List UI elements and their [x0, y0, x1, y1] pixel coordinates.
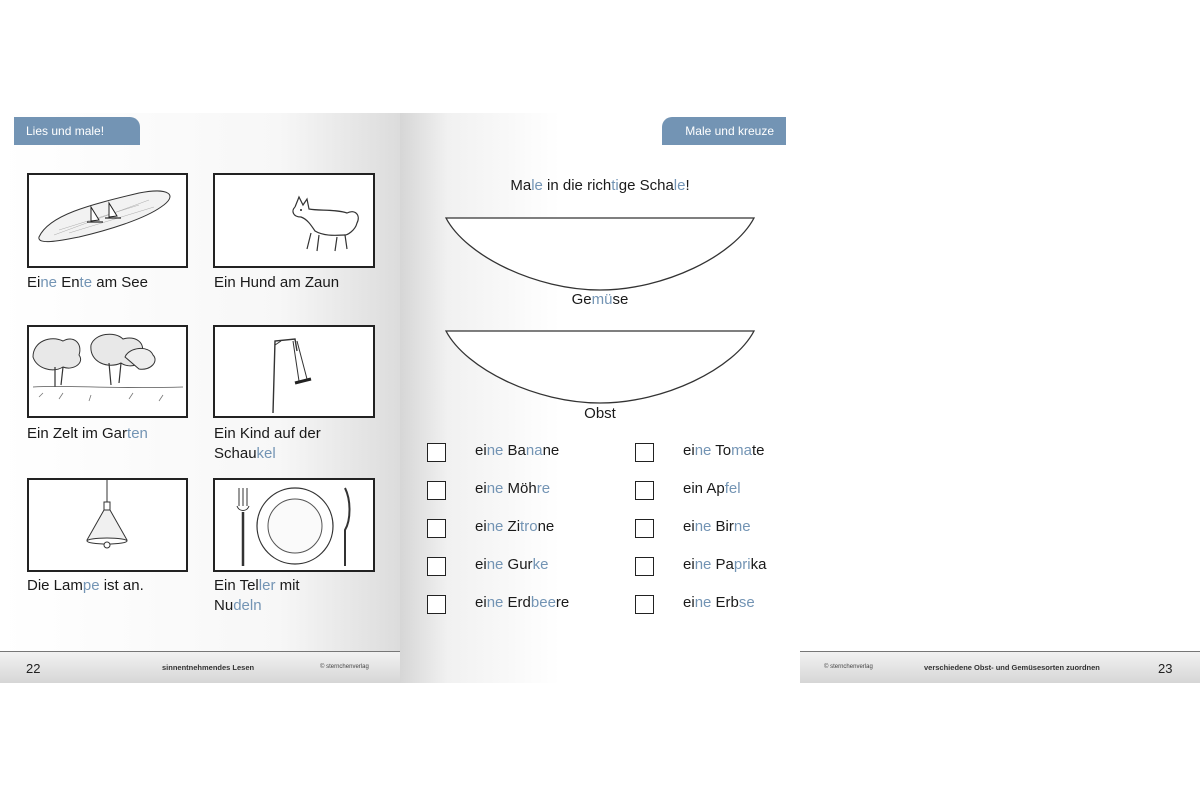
caption-3: Ein Zelt im Garten	[27, 425, 148, 442]
checklist-item[interactable]	[635, 593, 795, 615]
right-footer-copyright: © sternchenverlag	[824, 664, 873, 670]
left-footer-copyright: © sternchenverlag	[320, 664, 369, 670]
checklist-item[interactable]	[635, 441, 795, 463]
checklist-item-label: eine Birne	[683, 518, 751, 535]
bowl-label-fruit: Obst	[584, 405, 616, 422]
left-footer-topic: sinnentnehmendes Lesen	[162, 663, 255, 672]
checklist-item[interactable]	[635, 479, 795, 501]
picture-frame-garden	[27, 325, 188, 418]
right-page	[400, 113, 1173, 683]
bowl-label-vegetables: Gemüse	[571, 291, 629, 308]
right-page-tab: Male und kreuze an!	[662, 117, 786, 145]
vegetable-bowl-icon	[444, 216, 756, 296]
checkbox[interactable]	[635, 557, 654, 576]
plate-cutlery-icon	[215, 480, 373, 570]
picture-frame-lake	[27, 173, 188, 268]
book-spread	[0, 113, 1173, 683]
checklist-item[interactable]	[635, 555, 795, 577]
checklist-item-label: eine Möhre	[475, 480, 551, 497]
dog-icon	[215, 175, 373, 266]
checkbox[interactable]	[427, 443, 446, 462]
trees-garden-icon	[29, 327, 186, 416]
checklist-item[interactable]	[427, 517, 587, 539]
checkbox[interactable]	[427, 519, 446, 538]
left-page-number: 22	[26, 661, 41, 676]
swing-icon	[215, 327, 373, 416]
checklist-item-label: eine Erbse	[683, 594, 755, 611]
checklist-item-label: eine Banane	[475, 442, 560, 459]
picture-frame-lamp	[27, 478, 188, 572]
checklist-item-label: eine Paprika	[683, 556, 767, 573]
caption-6: Ein Teller mit Nudeln	[214, 577, 300, 614]
checklist-item-label: eine Gurke	[475, 556, 549, 573]
caption-2: Ein Hund am Zaun	[214, 274, 340, 291]
checklist-item-label: ein Apfel	[683, 480, 741, 497]
checkbox[interactable]	[427, 595, 446, 614]
checkbox[interactable]	[635, 481, 654, 500]
right-page-number: 23	[1158, 661, 1173, 676]
ceiling-lamp-icon	[29, 480, 186, 570]
caption-4: Ein Kind auf der Schaukel	[214, 425, 321, 462]
checkbox[interactable]	[635, 519, 654, 538]
right-footer-topic: verschiedene Obst- und Gemüsesorten zuordnen	[924, 663, 1100, 672]
fruit-bowl-icon	[444, 329, 756, 409]
checkbox[interactable]	[635, 595, 654, 614]
checklist-item[interactable]	[427, 479, 587, 501]
picture-frame-dog	[213, 173, 375, 268]
checklist-item[interactable]	[635, 517, 795, 539]
lake-sailboats-icon	[29, 175, 186, 266]
picture-frame-swing	[213, 325, 375, 418]
checklist-item-label: eine Zitrone	[475, 518, 555, 535]
checkbox[interactable]	[427, 481, 446, 500]
checklist-item[interactable]	[427, 593, 587, 615]
checklist-item[interactable]	[427, 441, 587, 463]
caption-1: Eine Ente am See	[27, 274, 148, 291]
checklist-item[interactable]	[427, 555, 587, 577]
left-page-footer	[0, 651, 400, 683]
left-page-tab: Lies und male!	[14, 117, 140, 145]
checkbox[interactable]	[427, 557, 446, 576]
checklist-item-label: eine Erdbeere	[475, 594, 570, 611]
task-heading: Male in die richtige Schale!	[510, 177, 690, 194]
caption-5: Die Lampe ist an.	[27, 577, 144, 594]
picture-frame-plate	[213, 478, 375, 572]
right-page-footer	[800, 651, 1200, 683]
left-page	[0, 113, 400, 683]
checkbox[interactable]	[635, 443, 654, 462]
checklist-item-label: eine Tomate	[683, 442, 765, 459]
